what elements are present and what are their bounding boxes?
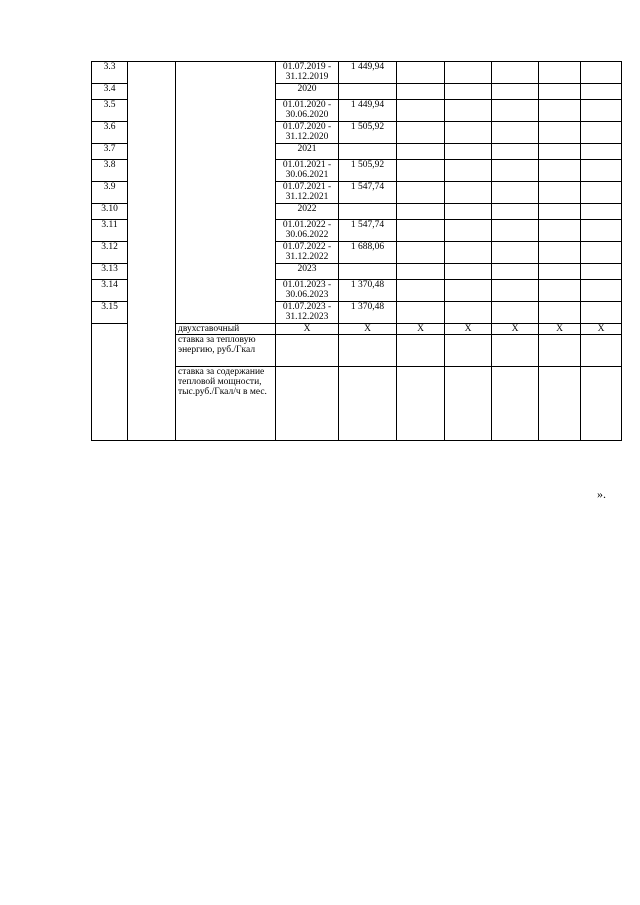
year-cell: 2023 (276, 264, 339, 280)
empty-cell (539, 242, 581, 264)
value-cell (339, 144, 397, 160)
empty-cell (581, 302, 622, 324)
empty-cell (539, 182, 581, 204)
empty-cell (492, 182, 539, 204)
empty-cell (276, 335, 339, 367)
empty-cell (492, 144, 539, 160)
table-row (92, 62, 622, 84)
empty-cell (397, 144, 445, 160)
empty-cell (539, 302, 581, 324)
empty-cell (539, 84, 581, 100)
x-mark: X (276, 324, 339, 335)
empty-cell (445, 335, 492, 367)
row-number-empty (92, 324, 128, 441)
empty-cell (397, 160, 445, 182)
empty-cell (445, 182, 492, 204)
value-cell (339, 84, 397, 100)
capacity-rate-label: ставка за содержание тепловой мощности, тыс.руб./Гкал/ч в мес. (176, 367, 276, 441)
tariff-value: 1 688,06 (339, 242, 397, 264)
empty-cell (397, 100, 445, 122)
empty-cell (339, 367, 397, 441)
row-number: 3.15 (92, 302, 128, 324)
row-number: 3.13 (92, 264, 128, 280)
empty-cell (539, 367, 581, 441)
empty-cell (581, 264, 622, 280)
empty-cell (539, 62, 581, 84)
tariff-value: 1 449,94 (339, 62, 397, 84)
row-number: 3.7 (92, 144, 128, 160)
x-mark: X (539, 324, 581, 335)
year-cell: 2020 (276, 84, 339, 100)
empty-cell (581, 122, 622, 144)
row-number: 3.14 (92, 280, 128, 302)
empty-cell (492, 160, 539, 182)
empty-cell (492, 335, 539, 367)
empty-cell (445, 280, 492, 302)
period-cell: 01.01.2020 - 30.06.2020 (276, 100, 339, 122)
empty-cell (445, 264, 492, 280)
value-cell (339, 204, 397, 220)
empty-cell (581, 204, 622, 220)
empty-cell (445, 367, 492, 441)
row-number: 3.10 (92, 204, 128, 220)
empty-cell (581, 280, 622, 302)
empty-cell (397, 264, 445, 280)
merged-column-b (128, 62, 176, 441)
empty-cell (539, 220, 581, 242)
empty-cell (539, 160, 581, 182)
empty-cell (492, 367, 539, 441)
row-number: 3.12 (92, 242, 128, 264)
empty-cell (539, 100, 581, 122)
empty-cell (445, 302, 492, 324)
empty-cell (539, 280, 581, 302)
empty-cell (539, 122, 581, 144)
period-cell: 01.01.2022 - 30.06.2022 (276, 220, 339, 242)
tariff-value: 1 505,92 (339, 122, 397, 144)
closing-quote-mark: ». (597, 487, 606, 501)
empty-cell (445, 144, 492, 160)
empty-cell (397, 204, 445, 220)
x-mark: X (492, 324, 539, 335)
empty-cell (445, 62, 492, 84)
empty-cell (492, 100, 539, 122)
empty-cell (445, 220, 492, 242)
empty-cell (581, 182, 622, 204)
empty-cell (397, 242, 445, 264)
row-number: 3.6 (92, 122, 128, 144)
empty-cell (397, 122, 445, 144)
empty-cell (492, 242, 539, 264)
empty-cell (581, 100, 622, 122)
empty-cell (339, 335, 397, 367)
empty-cell (492, 204, 539, 220)
empty-cell (581, 160, 622, 182)
x-mark: X (397, 324, 445, 335)
row-number: 3.8 (92, 160, 128, 182)
empty-cell (397, 182, 445, 204)
empty-cell (492, 302, 539, 324)
period-cell: 01.01.2021 - 30.06.2021 (276, 160, 339, 182)
empty-cell (539, 264, 581, 280)
tariff-table (91, 61, 622, 441)
tariff-value: 1 547,74 (339, 182, 397, 204)
row-number: 3.5 (92, 100, 128, 122)
year-cell: 2022 (276, 204, 339, 220)
empty-cell (492, 264, 539, 280)
row-number: 3.3 (92, 62, 128, 84)
period-cell: 01.07.2020 - 31.12.2020 (276, 122, 339, 144)
empty-cell (397, 302, 445, 324)
empty-cell (581, 367, 622, 441)
empty-cell (581, 220, 622, 242)
tariff-value: 1 547,74 (339, 220, 397, 242)
empty-cell (397, 220, 445, 242)
empty-cell (397, 62, 445, 84)
empty-cell (539, 335, 581, 367)
row-number: 3.4 (92, 84, 128, 100)
period-cell: 01.07.2019 - 31.12.2019 (276, 62, 339, 84)
row-number: 3.11 (92, 220, 128, 242)
empty-cell (492, 280, 539, 302)
tariff-value: 1 505,92 (339, 160, 397, 182)
x-mark: X (445, 324, 492, 335)
two-part-label: двухставочный (176, 324, 276, 335)
tariff-value: 1 370,48 (339, 302, 397, 324)
empty-cell (581, 62, 622, 84)
empty-cell (397, 367, 445, 441)
empty-cell (445, 160, 492, 182)
tariff-value: 1 449,94 (339, 100, 397, 122)
empty-cell (445, 100, 492, 122)
value-cell (339, 264, 397, 280)
merged-column-c (176, 62, 276, 324)
empty-cell (581, 242, 622, 264)
tariff-value: 1 370,48 (339, 280, 397, 302)
period-cell: 01.07.2022 - 31.12.2022 (276, 242, 339, 264)
empty-cell (581, 84, 622, 100)
empty-cell (492, 122, 539, 144)
empty-cell (397, 280, 445, 302)
empty-cell (445, 242, 492, 264)
empty-cell (581, 335, 622, 367)
empty-cell (445, 122, 492, 144)
empty-cell (539, 204, 581, 220)
empty-cell (445, 204, 492, 220)
empty-cell (539, 144, 581, 160)
x-mark: X (581, 324, 622, 335)
empty-cell (492, 62, 539, 84)
empty-cell (397, 84, 445, 100)
x-mark: X (339, 324, 397, 335)
energy-rate-label: ставка за тепловую энергию, руб./Гкал (176, 335, 276, 367)
empty-cell (581, 144, 622, 160)
empty-cell (492, 220, 539, 242)
empty-cell (276, 367, 339, 441)
row-number: 3.9 (92, 182, 128, 204)
period-cell: 01.01.2023 - 30.06.2023 (276, 280, 339, 302)
empty-cell (492, 84, 539, 100)
period-cell: 01.07.2021 - 31.12.2021 (276, 182, 339, 204)
year-cell: 2021 (276, 144, 339, 160)
tariff-table-body (92, 62, 622, 441)
period-cell: 01.07.2023 - 31.12.2023 (276, 302, 339, 324)
empty-cell (445, 84, 492, 100)
empty-cell (397, 335, 445, 367)
